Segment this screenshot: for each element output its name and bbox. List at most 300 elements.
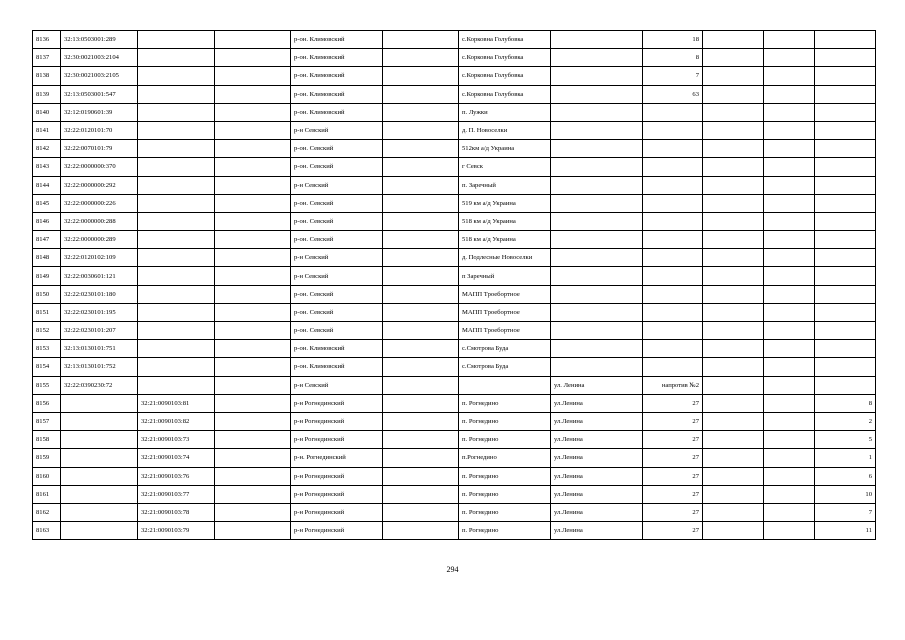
table-cell [551,158,643,176]
table-row [33,376,876,394]
table-cell [764,140,815,158]
table-cell: 8145 [33,194,61,212]
table-cell [703,358,764,376]
table-cell [764,303,815,321]
table-cell [383,267,459,285]
table-cell: р-н Рогнединский [291,467,383,485]
table-cell [215,176,291,194]
table-row [33,522,876,540]
table-cell: 32:22:0000000:288 [61,212,138,230]
table-cell [138,340,215,358]
table-cell: 8150 [33,285,61,303]
table-cell: ул.Ленина [551,431,643,449]
table-cell: ул. Ленина [551,376,643,394]
table-cell [138,176,215,194]
registry-table [32,30,876,540]
table-row [33,67,876,85]
table-cell [703,376,764,394]
table-cell [138,49,215,67]
table-cell [383,249,459,267]
table-row [33,485,876,503]
table-cell [815,176,876,194]
table-cell [764,394,815,412]
table-cell [703,158,764,176]
page-number: 294 [446,565,459,574]
table-cell [764,431,815,449]
table-cell [815,158,876,176]
table-cell [215,467,291,485]
table-cell [764,103,815,121]
table-cell [815,322,876,340]
table-row [33,412,876,430]
table-cell [138,31,215,49]
table-cell [703,267,764,285]
table-cell [815,49,876,67]
table-row [33,121,876,139]
table-cell [764,285,815,303]
table-cell [764,449,815,467]
table-row [33,31,876,49]
table-row [33,431,876,449]
table-cell [215,194,291,212]
table-row [33,285,876,303]
table-cell [764,267,815,285]
table-cell [215,431,291,449]
table-cell [815,121,876,139]
table-cell [764,158,815,176]
table-cell: 32:13:0503001:547 [61,85,138,103]
table-cell [703,431,764,449]
table-cell: 27 [643,467,703,485]
table-cell [215,140,291,158]
table-cell: 8138 [33,67,61,85]
table-cell: 32:21:0090103:81 [138,394,215,412]
table-row [33,158,876,176]
table-cell [703,340,764,358]
table-cell: р-он. Климовский [291,340,383,358]
table-cell: п. Рогнедино [459,522,551,540]
table-cell [764,376,815,394]
table-cell [138,285,215,303]
table-cell [138,322,215,340]
table-cell [215,121,291,139]
table-cell [643,285,703,303]
table-cell: 27 [643,412,703,430]
table-cell [703,140,764,158]
table-cell [383,449,459,467]
table-cell [383,194,459,212]
table-cell: 8157 [33,412,61,430]
table-cell: 27 [643,431,703,449]
table-cell [215,31,291,49]
table-cell: 8148 [33,249,61,267]
table-cell [643,176,703,194]
table-cell: п. Рогнедино [459,485,551,503]
table-cell: р-он. Севский [291,285,383,303]
table-cell [215,522,291,540]
table-cell: 8147 [33,231,61,249]
table-cell: 6 [815,467,876,485]
table-cell: р-н Рогнединский [291,522,383,540]
table-cell: 32:22:0070101:79 [61,140,138,158]
table-cell [643,267,703,285]
table-cell [703,212,764,230]
table-cell: п.Рогнедино [459,449,551,467]
table-cell [215,249,291,267]
table-cell: МАПП Троебортное [459,322,551,340]
table-cell [215,358,291,376]
table-cell: 32:21:0090103:76 [138,467,215,485]
table-cell: р-н Севский [291,249,383,267]
table-cell: 32:12:0190601:39 [61,103,138,121]
table-cell: 32:21:0090103:82 [138,412,215,430]
table-cell: ул.Ленина [551,412,643,430]
table-cell: р-н Рогнединский [291,503,383,521]
table-cell [815,340,876,358]
table-cell: 27 [643,449,703,467]
table-cell [551,267,643,285]
table-cell [138,376,215,394]
table-cell: 8149 [33,267,61,285]
table-cell [215,340,291,358]
table-cell [61,412,138,430]
table-cell [215,394,291,412]
table-cell: 32:30:0021003:2104 [61,49,138,67]
table-cell: р-он. Севский [291,140,383,158]
table-cell: р-он. Климовский [291,31,383,49]
table-cell [643,340,703,358]
table-cell [61,503,138,521]
table-cell: ул.Ленина [551,394,643,412]
table-cell [383,376,459,394]
table-cell: 32:21:0090103:74 [138,449,215,467]
table-cell: 32:22:0120101:70 [61,121,138,139]
table-cell [703,285,764,303]
table-cell: р-н Рогнединский [291,412,383,430]
table-cell [703,31,764,49]
table-cell: с.Корковна Голубовка [459,31,551,49]
table-row [33,467,876,485]
table-cell: 5 [815,431,876,449]
table-cell [551,194,643,212]
table-cell [703,322,764,340]
table-cell: с.Корковна Голубовка [459,85,551,103]
table-cell [138,358,215,376]
table-cell [703,67,764,85]
table-cell: МАПП Троебортное [459,303,551,321]
table-cell: 519 км а/д Украина [459,194,551,212]
table-cell: р-он. Севский [291,194,383,212]
registry-table-body [33,31,876,540]
table-row [33,212,876,230]
table-cell [551,85,643,103]
table-cell: р-он. Климовский [291,67,383,85]
table-cell [815,194,876,212]
table-cell [459,376,551,394]
table-cell: 8163 [33,522,61,540]
table-cell: п. Рогнедино [459,503,551,521]
table-cell [215,49,291,67]
table-cell [215,322,291,340]
table-cell: 8152 [33,322,61,340]
table-cell [815,31,876,49]
table-cell: 8161 [33,485,61,503]
table-cell [383,522,459,540]
table-cell: ул.Ленина [551,449,643,467]
table-cell [551,31,643,49]
table-cell [703,49,764,67]
table-cell [551,231,643,249]
table-cell: р-он. Климовский [291,103,383,121]
table-cell: 8153 [33,340,61,358]
table-cell: р-он. Климовский [291,358,383,376]
table-cell: р-он. Климовский [291,85,383,103]
table-cell: 18 [643,31,703,49]
table-cell [551,340,643,358]
table-cell: 518 км а/д Украина [459,212,551,230]
table-cell: ул.Ленина [551,522,643,540]
table-cell: 1 [815,449,876,467]
table-cell [138,267,215,285]
table-cell [643,322,703,340]
table-cell: 32:21:0090103:79 [138,522,215,540]
table-cell [764,322,815,340]
table-cell [703,503,764,521]
table-cell [703,449,764,467]
table-cell: п. Рогнедино [459,431,551,449]
table-cell [551,249,643,267]
table-row [33,503,876,521]
table-cell [764,231,815,249]
table-row [33,140,876,158]
table-row [33,267,876,285]
table-cell [764,467,815,485]
table-cell: 512км а/д Украина [459,140,551,158]
table-cell [138,85,215,103]
table-row [33,394,876,412]
table-cell: 32:21:0090103:78 [138,503,215,521]
table-cell [383,431,459,449]
table-cell [643,358,703,376]
table-row [33,231,876,249]
table-cell [764,121,815,139]
table-cell: 8154 [33,358,61,376]
table-cell: р-он. Севский [291,212,383,230]
table-cell: п. Рогнедино [459,412,551,430]
table-cell: р-н. Рогнединский [291,449,383,467]
table-cell: 8146 [33,212,61,230]
table-cell: 32:30:0021003:2105 [61,67,138,85]
table-cell: 8155 [33,376,61,394]
table-cell: 32:13:0503001:289 [61,31,138,49]
table-cell [815,303,876,321]
table-row [33,358,876,376]
table-cell [643,121,703,139]
table-cell [138,194,215,212]
table-cell [551,303,643,321]
table-cell [383,503,459,521]
table-cell: п. Рогнедино [459,467,551,485]
table-cell [703,522,764,540]
table-cell: 8136 [33,31,61,49]
table-cell [383,358,459,376]
table-cell: 32:13:0130101:751 [61,340,138,358]
table-cell [703,485,764,503]
table-cell: р-он. Севский [291,303,383,321]
table-cell: 8162 [33,503,61,521]
table-cell [215,85,291,103]
table-cell [215,503,291,521]
table-cell [703,231,764,249]
table-cell [703,121,764,139]
table-cell: 32:22:0120102:109 [61,249,138,267]
table-cell: с.Смотрова Буда [459,358,551,376]
table-cell [764,340,815,358]
table-cell [764,85,815,103]
table-cell [551,67,643,85]
table-cell [383,231,459,249]
table-cell: п. Лужки [459,103,551,121]
table-cell [764,358,815,376]
table-cell [815,231,876,249]
table-cell [551,285,643,303]
table-row [33,322,876,340]
table-cell: 32:22:0000000:292 [61,176,138,194]
table-cell [138,212,215,230]
table-row [33,449,876,467]
table-cell [703,85,764,103]
table-cell: р-н Севский [291,376,383,394]
table-cell: р-н Рогнединский [291,485,383,503]
table-cell: 8143 [33,158,61,176]
table-cell [215,485,291,503]
table-cell [703,394,764,412]
table-cell [764,485,815,503]
table-cell [815,212,876,230]
table-cell [215,285,291,303]
table-cell [61,394,138,412]
table-cell [764,212,815,230]
table-cell [815,267,876,285]
table-cell: 32:22:0230101:195 [61,303,138,321]
table-cell: 8 [643,49,703,67]
table-cell [61,522,138,540]
table-cell [764,412,815,430]
table-cell [138,303,215,321]
table-cell [551,121,643,139]
table-cell [815,376,876,394]
table-cell [643,249,703,267]
table-row [33,103,876,121]
table-cell [551,103,643,121]
table-cell [215,67,291,85]
table-cell [551,358,643,376]
table-cell [764,249,815,267]
table-cell [138,140,215,158]
table-cell: 8137 [33,49,61,67]
table-cell [383,394,459,412]
table-cell [61,467,138,485]
table-cell [551,322,643,340]
table-cell: 32:22:0000000:370 [61,158,138,176]
table-cell [815,285,876,303]
table-cell [138,67,215,85]
table-cell [215,412,291,430]
table-cell: 32:22:0030601:121 [61,267,138,285]
table-cell: 63 [643,85,703,103]
table-row [33,303,876,321]
table-cell [643,103,703,121]
table-cell: г Севск [459,158,551,176]
table-cell [643,231,703,249]
table-cell [643,140,703,158]
table-row [33,85,876,103]
table-cell [703,412,764,430]
table-cell [551,176,643,194]
table-cell [61,449,138,467]
table-cell [703,249,764,267]
table-cell [138,103,215,121]
table-cell [383,121,459,139]
table-cell [383,303,459,321]
table-cell: р-он. Севский [291,158,383,176]
table-cell: 32:22:0230101:180 [61,285,138,303]
table-cell: ул.Ленина [551,485,643,503]
table-cell: 8144 [33,176,61,194]
table-cell: р-н Рогнединский [291,394,383,412]
table-cell: р-н Рогнединский [291,431,383,449]
table-cell [215,303,291,321]
table-cell [215,103,291,121]
table-cell: п. Заречный [459,176,551,194]
table-cell: 32:22:0390230:72 [61,376,138,394]
table-cell [764,31,815,49]
table-cell: 2 [815,412,876,430]
table-cell [703,176,764,194]
table-cell [383,140,459,158]
table-cell [764,67,815,85]
table-cell [815,85,876,103]
table-cell [551,140,643,158]
table-cell: напротив №2 [643,376,703,394]
table-cell [551,49,643,67]
table-cell [383,485,459,503]
table-cell: 11 [815,522,876,540]
table-cell: 8158 [33,431,61,449]
table-cell [383,158,459,176]
table-cell: 27 [643,503,703,521]
table-cell [764,503,815,521]
table-cell: 518 км а/д Украина [459,231,551,249]
table-cell: 8139 [33,85,61,103]
table-cell [61,485,138,503]
table-cell: 10 [815,485,876,503]
table-cell [61,431,138,449]
table-cell [815,67,876,85]
table-cell: 8140 [33,103,61,121]
table-cell: д. П. Новоселки [459,121,551,139]
table-row [33,340,876,358]
table-cell [383,67,459,85]
table-row [33,49,876,67]
table-cell: 32:22:0000000:226 [61,194,138,212]
table-cell: ул.Ленина [551,503,643,521]
table-cell [815,103,876,121]
table-cell [138,249,215,267]
table-cell [764,522,815,540]
table-cell: 32:22:0230101:207 [61,322,138,340]
table-cell [383,285,459,303]
